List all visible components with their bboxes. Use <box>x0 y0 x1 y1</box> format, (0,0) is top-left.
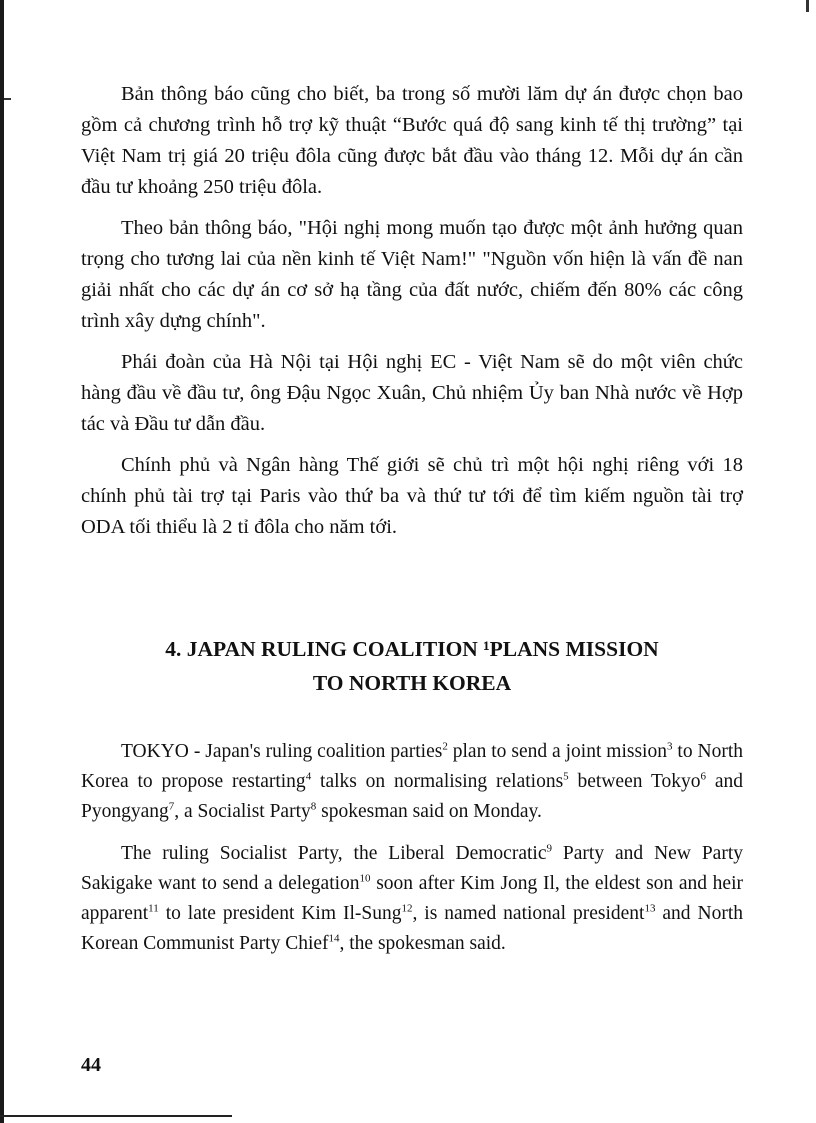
footnote-ref: 7 <box>168 800 175 813</box>
footnote-ref: 10 <box>359 872 371 885</box>
text-run: , a Socialist Party <box>174 801 311 822</box>
english-paragraph-1 <box>81 737 743 827</box>
footnote-ref: 6 <box>700 770 707 783</box>
text-run: between Tokyo <box>568 771 701 792</box>
scan-mark <box>806 0 809 12</box>
text-run: TOKYO - Japan's ruling coalition parties <box>121 741 443 762</box>
footnote-ref: 12 <box>401 902 413 915</box>
section-heading-line-1: 4. JAPAN RULING COALITION ¹PLANS MISSION <box>165 637 659 661</box>
footnote-ref: 8 <box>310 800 317 813</box>
vietnamese-paragraph-4: Chính phủ và Ngân hàng Thế giới sẽ chủ trì một hội nghị riêng với 18 chính phủ tài trợ tại Paris vào thứ ba và thứ tư tới để tìm kiếm nguồn tài trợ ODA tối thiểu là 2 tỉ đôla cho năm tới. <box>81 454 743 538</box>
section-heading <box>100 632 724 700</box>
text-run: to late president Kim Il-Sung <box>158 903 402 924</box>
text-run: plan to send a joint mission <box>447 741 667 762</box>
footnote-ref: 11 <box>148 902 159 915</box>
vietnamese-text-block <box>81 79 743 543</box>
scan-tick-mark <box>4 98 11 100</box>
page-number: 44 <box>81 1054 101 1076</box>
footnote-ref: 5 <box>563 770 569 783</box>
text-run: soon after Kim Jong Il, the eldest son and heir apparent <box>81 873 743 924</box>
text-run: and North Korean Communist Party Chief <box>81 903 743 954</box>
footnote-ref: 14 <box>328 932 340 945</box>
text-run: talks on normalising relations <box>311 771 564 792</box>
scan-edge-shadow <box>0 0 4 1123</box>
text-run: and Pyongyang <box>81 771 744 822</box>
text-run: , is named national president <box>412 903 645 924</box>
english-paragraph-2 <box>81 839 743 959</box>
vietnamese-paragraph-3: Phái đoàn của Hà Nội tại Hội nghị EC - Việt Nam sẽ do một viên chức hàng đầu về đầu tư, ông Đậu Ngọc Xuân, Chủ nhiệm Ủy ban Nhà nước về Hợp tác và Đầu tư dẫn đầu. <box>81 351 743 435</box>
footnote-ref: 3 <box>666 740 673 753</box>
text-run: , the spokesman said. <box>339 933 506 954</box>
text-run: spokesman said on Monday. <box>316 801 542 822</box>
text-run: to North Korea to propose restarting <box>81 741 744 792</box>
footnote-ref: 4 <box>305 770 312 783</box>
section-heading-line-2: TO NORTH KOREA <box>312 671 512 695</box>
footnote-ref: 9 <box>546 842 552 855</box>
footnote-ref: 13 <box>644 902 656 915</box>
vietnamese-paragraph-1: Bản thông báo cũng cho biết, ba trong số mười lăm dự án được chọn bao gồm cả chương trình hỗ trợ kỹ thuật “Bước quá độ sang kinh tế thị trường” tại Việt Nam trị giá 20 triệu đôla cũng được bắt đầu vào tháng 12. Mỗi dự án cần đầu tư khoảng 250 triệu đôla. <box>81 83 743 198</box>
text-run: Party and New Party Sakigake want to send a delegation <box>81 843 743 894</box>
vietnamese-paragraph-2: Theo bản thông báo, "Hội nghị mong muốn tạo được một ảnh hưởng quan trọng cho tương lai của nền kinh tế Việt Nam!" "Nguồn vốn hiện là vấn đề nan giải nhất cho các dự án cơ sở hạ tầng của đất nước, chiếm đến 80% các công trình xây dựng chính". <box>81 217 743 332</box>
scan-bottom-rule <box>0 1115 232 1117</box>
text-run: The ruling Socialist Party, the Liberal Democratic <box>121 843 547 864</box>
english-text-block <box>81 737 743 971</box>
footnote-ref: 2 <box>442 740 448 753</box>
